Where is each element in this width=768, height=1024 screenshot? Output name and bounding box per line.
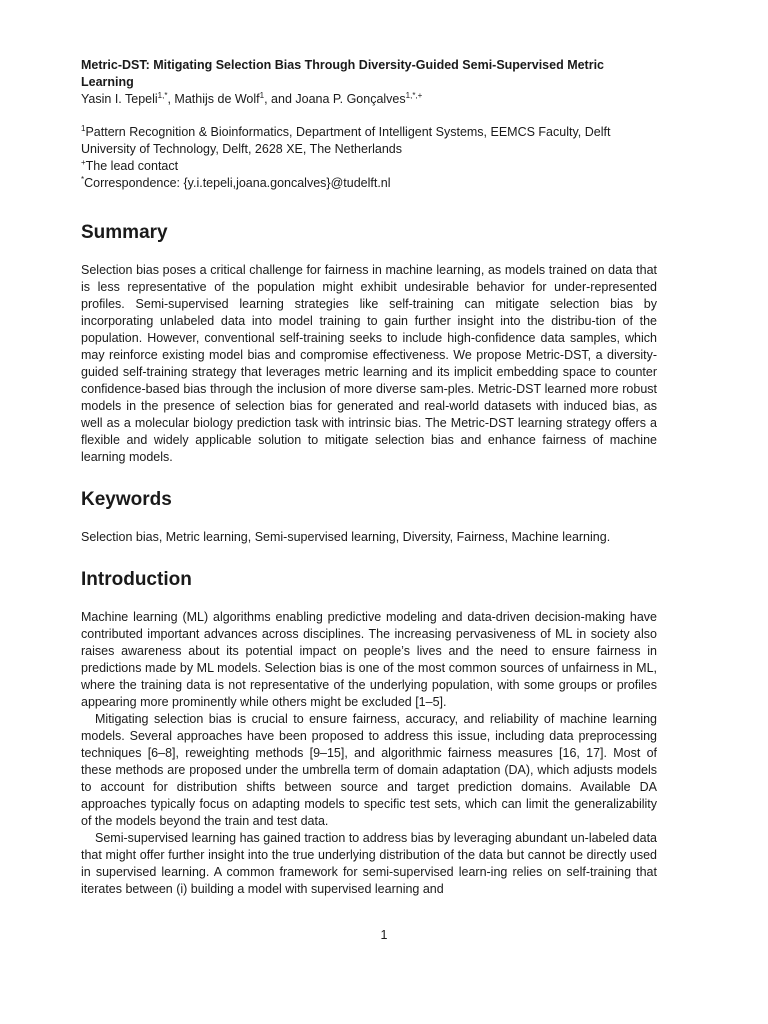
author-affiliation-mark: 1 (259, 90, 265, 100)
introduction-heading: Introduction (81, 569, 192, 590)
summary-text: Selection bias poses a critical challenge for fairness in machine learning, as models trained on data that is less representative of the population might exhibit undesirable behavior for under-represented profiles. Semi-supervised learning strategies like self-training can mitigate selection bias by incorporating unlabeled data into model training to gain further insight into the distribu-tion of the population. However, conventional self-training seeks to include high-confidence data samples, which may reinforce existing model bias and compromise effectiveness. We propose Metric-DST, a diversity-guided self-training strategy that leverages metric learning and its implicit embedding space to counter confidence-based bias through the inclusion of more diverse sam-ples. Metric-DST learned more robust models in the presence of selection bias for generated and real-world datasets with induced bias, as well as a molecular biology prediction task with intrinsic bias. The Metric-DST learning strategy offers a flexible and widely applicable solution to mitigate selection bias and enhance fairness of machine learning models. (81, 263, 657, 464)
author-name: Mathijs de Wolf (174, 92, 260, 106)
author-affiliation-mark: 1,* (157, 90, 168, 100)
affiliation-mark: + (81, 157, 86, 167)
affiliation-mark: 1 (81, 123, 86, 133)
affiliation-item (81, 124, 657, 158)
affiliation-item (81, 158, 657, 175)
summary-heading: Summary (81, 222, 168, 243)
paper-title: Metric-DST: Mitigating Selection Bias Through Diversity-Guided Semi-Supervised Metric Learning (81, 58, 605, 89)
affiliation-text: Correspondence: {y.i.tepeli,joana.goncalves}@tudelft.nl (84, 176, 391, 190)
page-number: 1 (380, 928, 388, 942)
affiliation-item (81, 175, 657, 192)
page-content (81, 57, 657, 898)
intro-paragraph: Semi-supervised learning has gained traction to address bias by leveraging abundant un-labeled data that might offer further insight into the true underlying distribution of the data but cannot be directly used in supervised learning. A common framework for semi-supervised learn-ing relies on self-training that iterates between (i) building a model with supervised learning and (81, 831, 657, 896)
intro-paragraph: Mitigating selection bias is crucial to ensure fairness, accuracy, and reliability of machine learning models. Several approaches have been proposed to address this issue, including data preprocessing techniques [6–8], reweighting methods [9–15], and algorithmic fairness measures [16, 17]. Most of these methods are proposed under the umbrella term of domain adaptation (DA), which adjusts models to account for distribution shifts between source and target prediction domains. Available DA approaches typically focus on adapting models to specific test sets, which can limit the generalizability of the models beyond the train and test data. (81, 712, 657, 828)
affiliation-text: Pattern Recognition & Bioinformatics, Department of Intelligent Systems, EEMCS Faculty, Delft University of Technology, Delft, 2628 XE, The Netherlands (81, 125, 611, 156)
affiliations (81, 124, 657, 192)
keywords-heading: Keywords (81, 489, 172, 510)
affiliation-mark: * (81, 174, 85, 184)
author-name: Yasin I. Tepeli (81, 92, 158, 106)
author-separator: , and (264, 92, 296, 106)
author-list (81, 91, 657, 108)
affiliation-text: The lead contact (85, 159, 179, 173)
intro-paragraph: Machine learning (ML) algorithms enabling predictive modeling and data-driven decision-making have contributed important advances across disciplines. The increasing pervasiveness of ML in society also raises awareness about its potential impact on people’s lives and the need to ensure fairness in predictions made by ML models. Selection bias is one of the most common sources of unfairness in ML, where the training data is not representative of the underlying population, with some groups or profiles appearing more prominently while others might be excluded [1–5]. (81, 610, 657, 709)
author-affiliation-mark: 1,*,+ (405, 90, 423, 100)
keywords-text: Selection bias, Metric learning, Semi-supervised learning, Diversity, Fairness, Machine learning. (81, 530, 611, 544)
author-name: Joana P. Gonçalves (295, 92, 406, 106)
author-separator: , (167, 92, 175, 106)
